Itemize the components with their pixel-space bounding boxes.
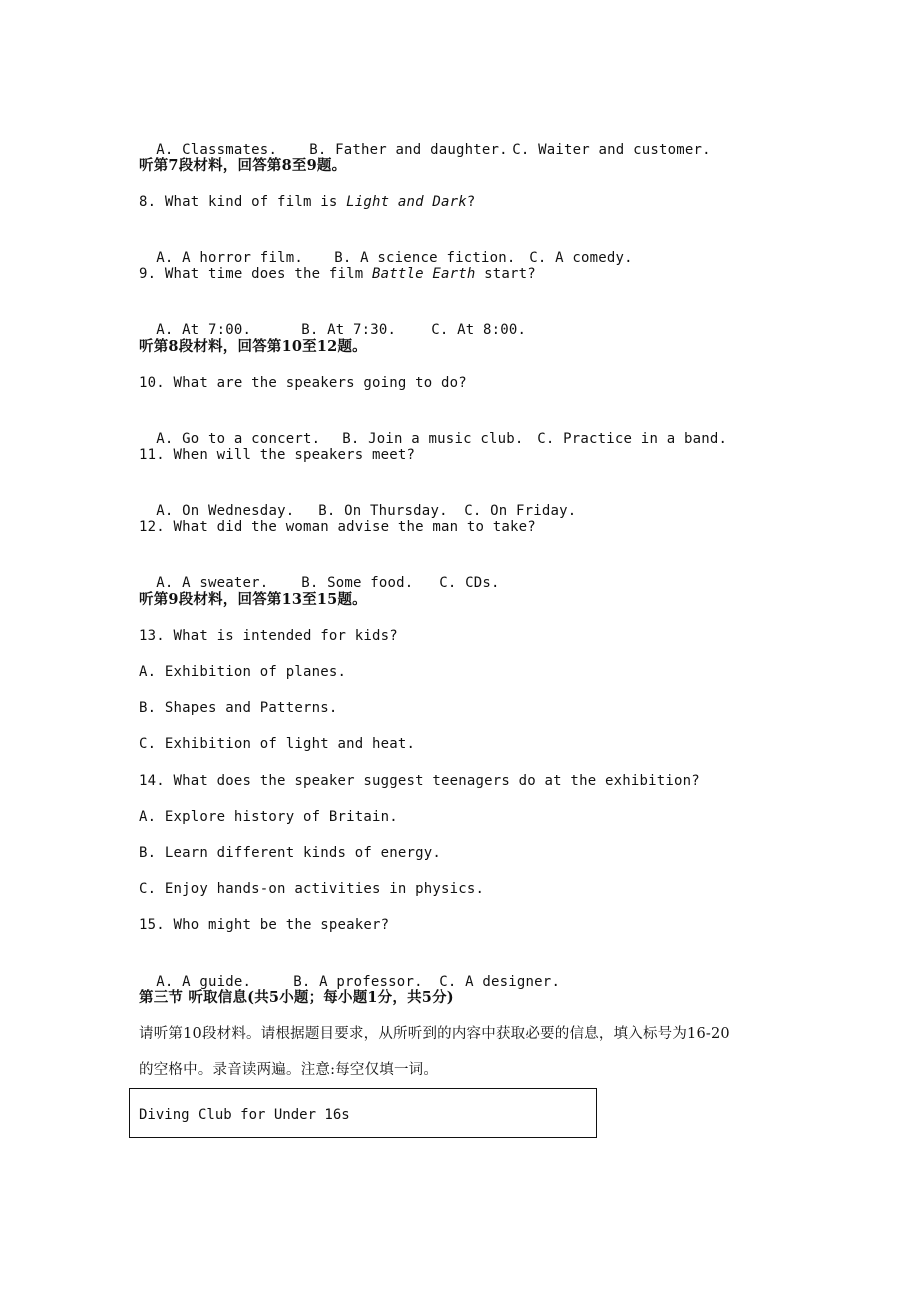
q9-option-b: B. At 7:30.: [301, 322, 397, 338]
q10-option-c: C. Practice in a band.: [537, 431, 728, 447]
q7-option-c: C. Waiter and customer.: [512, 142, 711, 158]
q14-option-c: C. Enjoy hands-on activities in physics.: [139, 881, 485, 897]
question-12: 12. What did the woman advise the man to take?: [139, 519, 536, 535]
question-9-film-title: Battle Earth: [371, 266, 476, 282]
q13-option-c: C. Exhibition of light and heat.: [139, 736, 416, 752]
question-10: 10. What are the speakers going to do?: [139, 375, 467, 391]
q11-options: [139, 481, 576, 521]
q8-option-b: B. A science fiction.: [334, 250, 516, 266]
q9-option-c: C. At 8:00.: [431, 322, 527, 338]
section-9-header: 听第9段材料，回答第13至15题。: [139, 591, 367, 608]
question-8-suffix: ?: [466, 194, 476, 210]
q14-option-a: A. Explore history of Britain.: [139, 809, 398, 825]
question-9-prefix: 9. What time does the film: [139, 266, 372, 282]
q7-option-b: B. Father and daughter.: [309, 142, 508, 158]
info-table-title: Diving Club for Under 16s: [139, 1107, 350, 1123]
question-8: [139, 192, 476, 212]
q12-option-a: A. A sweater.: [156, 575, 269, 591]
q8-option-c: C. A comedy.: [529, 250, 633, 266]
q12-option-b: B. Some food.: [301, 575, 414, 591]
q10-option-b: B. Join a music club.: [342, 431, 524, 447]
question-8-prefix: 8. What kind of film is: [139, 194, 347, 210]
part-3-instruction-line-1: 请听第10段材料。请根据题目要求，从所听到的内容中获取必要的信息，填入标号为16-20: [139, 1026, 730, 1042]
question-15: 15. Who might be the speaker?: [139, 917, 390, 933]
q7-options: [139, 120, 711, 160]
q11-option-c: C. On Friday.: [464, 503, 577, 519]
section-8-header: 听第8段材料，回答第10至12题。: [139, 338, 367, 355]
question-8-film-title: Light and Dark: [346, 194, 467, 210]
section-7-header: 听第7段材料，回答第8至9题。: [139, 157, 347, 174]
q13-option-b: B. Shapes and Patterns.: [139, 700, 338, 716]
question-9: [139, 264, 536, 284]
q15-options: [139, 952, 560, 992]
q7-option-a: A. Classmates.: [156, 142, 278, 158]
q8-option-a: A. A horror film.: [156, 250, 303, 266]
q11-option-b: B. On Thursday.: [318, 503, 448, 519]
q12-options: [139, 553, 500, 593]
q9-option-a: A. At 7:00.: [156, 322, 252, 338]
q10-options: [139, 409, 727, 449]
q10-option-a: A. Go to a concert.: [156, 431, 321, 447]
question-11: 11. When will the speakers meet?: [139, 447, 416, 463]
question-14: 14. What does the speaker suggest teenagers do at the exhibition?: [139, 773, 700, 789]
question-9-suffix: start?: [475, 266, 536, 282]
q15-option-b: B. A professor.: [293, 974, 423, 990]
q9-options: [139, 300, 526, 340]
q15-option-c: C. A designer.: [439, 974, 561, 990]
q15-option-a: A. A guide.: [156, 974, 252, 990]
info-table: [129, 1088, 597, 1138]
part-3-instruction-line-2: 的空格中。录音读两遍。注意:每空仅填一词。: [139, 1062, 439, 1078]
q8-options: [139, 228, 633, 268]
q14-option-b: B. Learn different kinds of energy.: [139, 845, 442, 861]
q13-option-a: A. Exhibition of planes.: [139, 664, 347, 680]
q12-option-c: C. CDs.: [439, 575, 500, 591]
q11-option-a: A. On Wednesday.: [156, 503, 295, 519]
question-13: 13. What is intended for kids?: [139, 628, 398, 644]
part-3-header: 第三节 听取信息(共5小题；每小题1分，共5分): [139, 989, 454, 1006]
